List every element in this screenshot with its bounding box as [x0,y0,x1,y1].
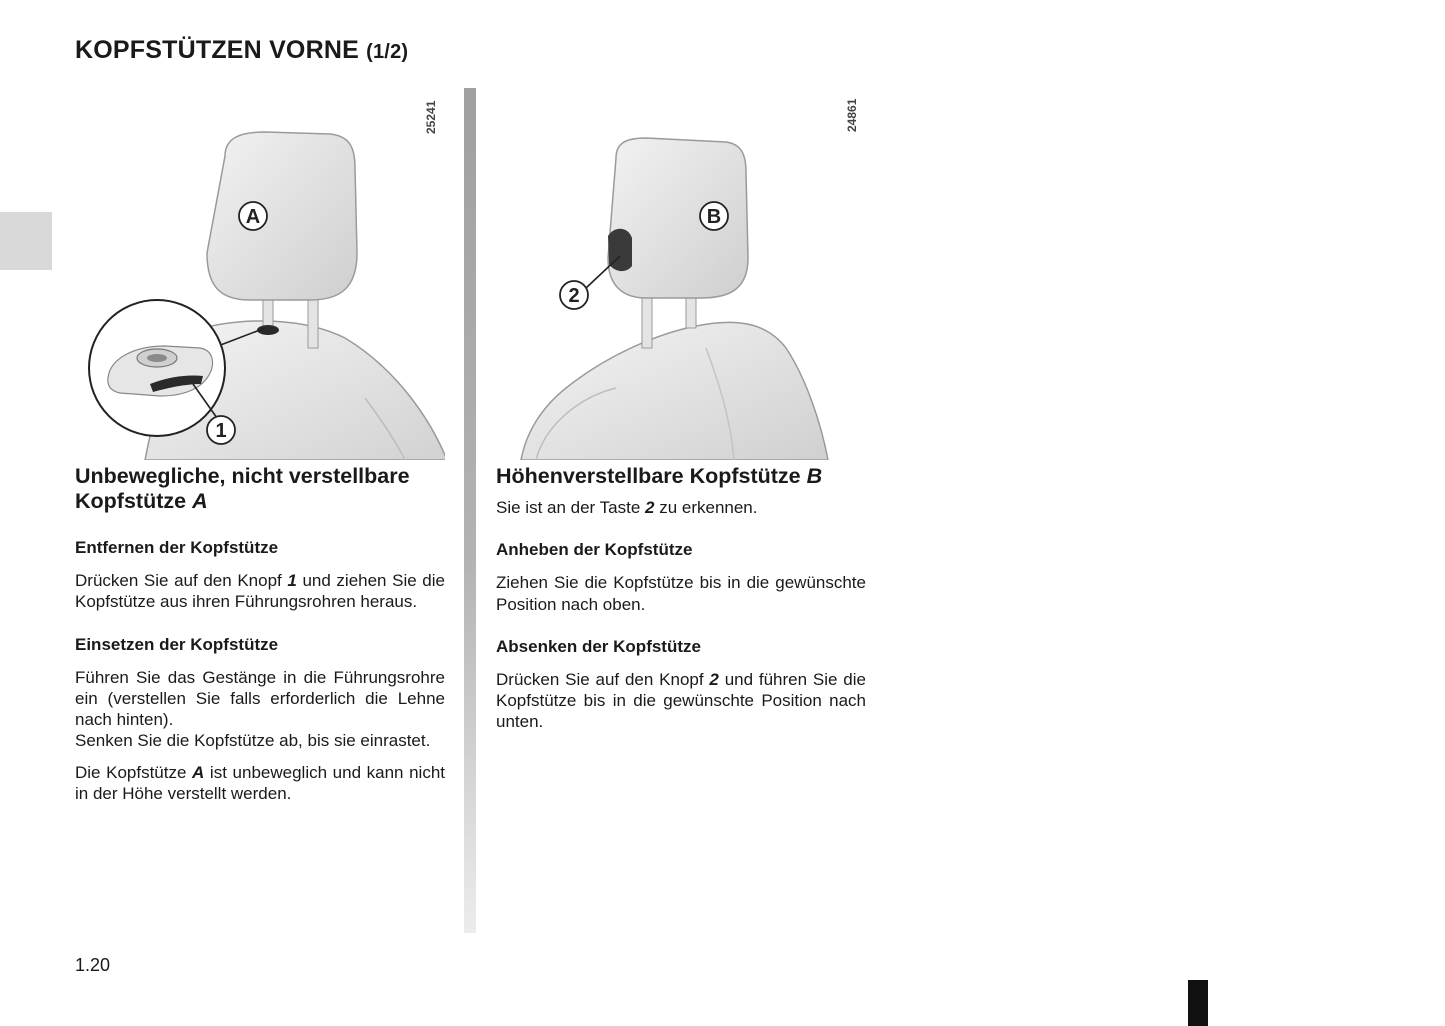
heading-b-ref: B [806,464,823,488]
subheading-lower: Absenken der Kopfstütze [496,636,701,656]
paragraph-identify: Sie ist an der Taste 2 zu erkennen. [496,498,758,517]
headrest-a-illustration [75,88,445,460]
callout-1: 1 [215,420,227,442]
figure-b-number: 24861 [845,98,859,132]
headrest-a [207,132,357,300]
heading-b-text: Höhenverstellbare Kopfstütze [496,464,801,488]
paragraph-raise: Ziehen Sie die Kopfstütze bis in die gewünschte Position nach oben. [496,573,866,614]
label-a: A [245,206,261,228]
paragraph-lower: Senken Sie die Kopfstütze ab, bis sie einrastet. [75,731,431,751]
heading-a-line1: Unbewegliche, nicht verstellbare [75,464,410,488]
paragraph-fixed-note: Die Kopfstütze A ist unbeweglich und kann nicht in der Höhe verstellt werden. [75,762,446,804]
heading-a-ref: A [192,489,208,513]
thumb-index-mark [1188,980,1208,1026]
section-adjustable-headrest [496,464,866,743]
figure-headrest-a [75,88,445,460]
chapter-tab [0,212,52,270]
title-main: KOPFSTÜTZEN VORNE [75,36,359,64]
paragraph-remove: Drücken Sie auf den Knopf 1 und ziehen Sie die Kopfstütze aus ihren Führungsrohren heraus. [75,571,445,612]
subheading-remove: Entfernen der Kopfstütze [75,538,279,557]
page-title [75,36,408,65]
heading-a-line2: Kopfstütze [75,489,187,513]
callout-2: 2 [568,285,580,307]
section-heading-a [75,464,445,514]
headrest-b-illustration [496,88,866,460]
section-fixed-headrest [75,464,445,814]
subheading-raise: Anheben der Kopfstütze [496,540,693,560]
label-b: B [706,206,722,228]
title-part: (1/2) [366,41,409,63]
column-divider [464,88,476,933]
seat-back [521,322,828,460]
figure-a-number: 25241 [424,100,438,134]
figure-headrest-b [496,88,866,460]
paragraph-insert: Führen Sie das Gestänge in die Führungsrohre ein (verstellen Sie falls erforderlich die Lehne nach hinten). [75,667,445,730]
section-heading-b [496,464,866,489]
subheading-insert: Einsetzen der Kopfstütze [75,634,279,654]
paragraph-lower-b: Drücken Sie auf den Knopf 2 und führen Sie die Kopfstütze bis in die gewünschte Position nach unten. [496,669,866,732]
page-number: 1.20 [75,955,111,975]
